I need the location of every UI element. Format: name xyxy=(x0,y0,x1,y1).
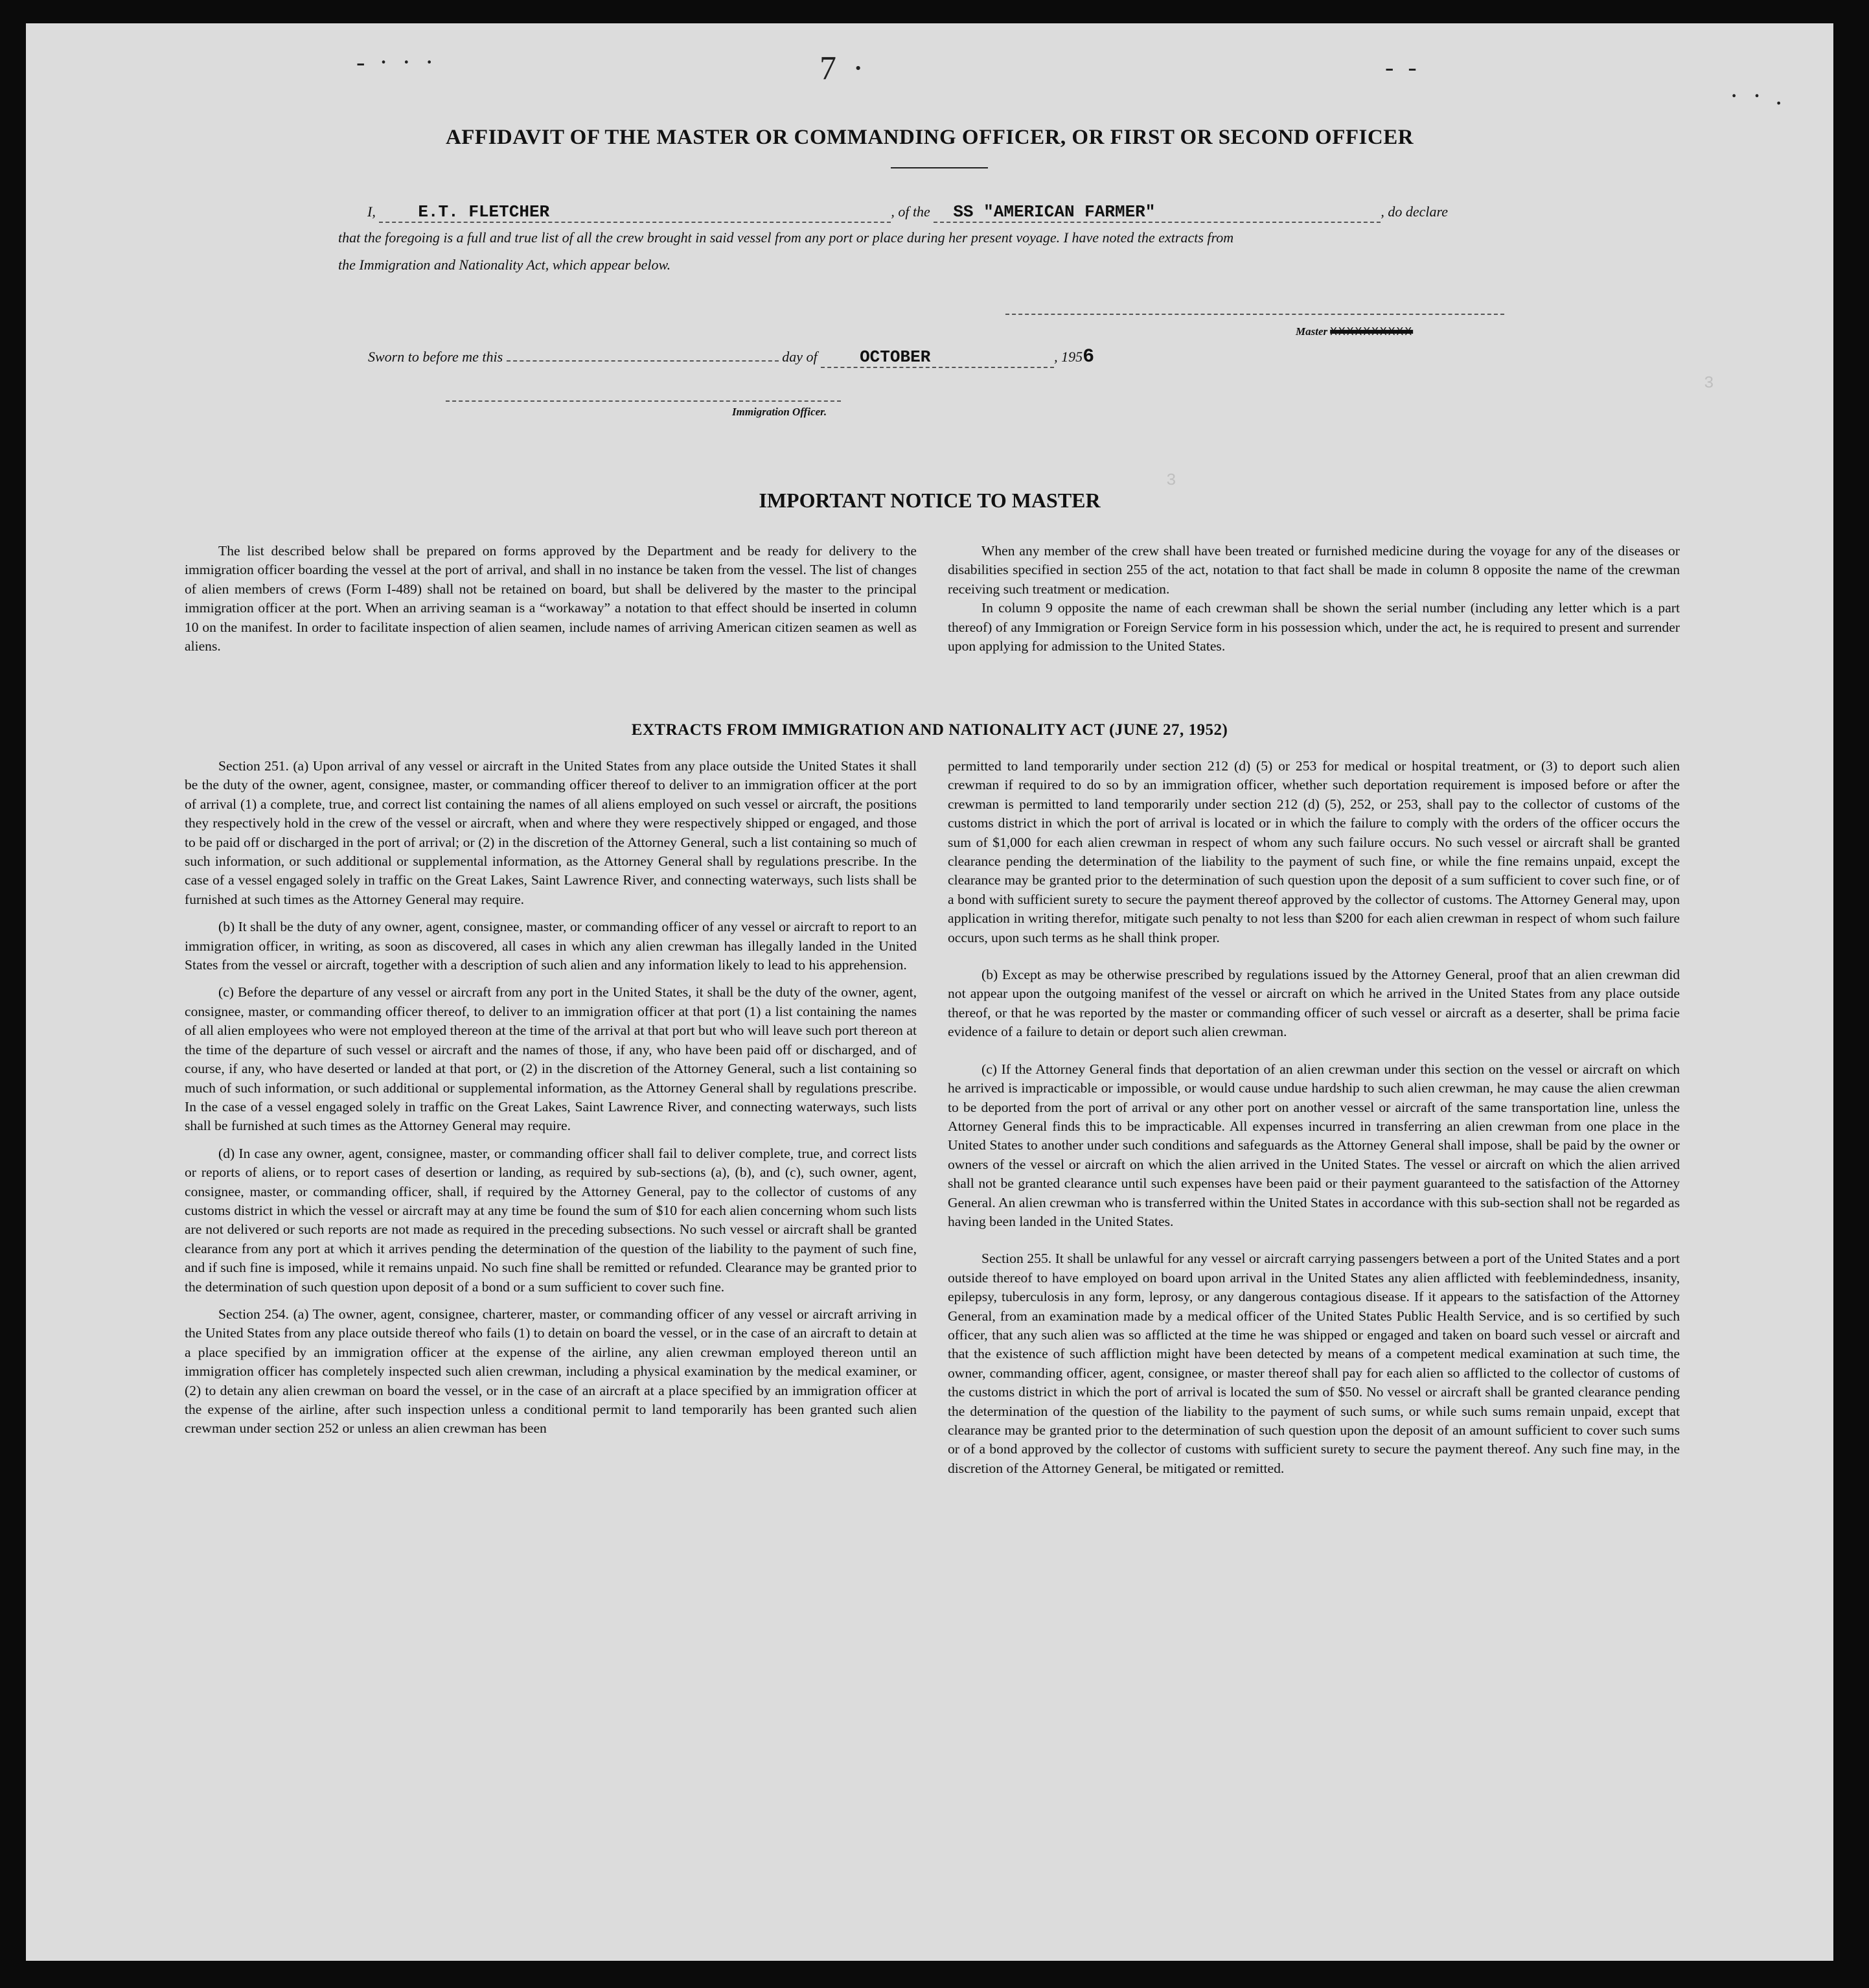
notice-paragraph: When any member of the crew shall have been treated or furnished medicine during the voyage for any of the diseases or disabilities specified in section 255 of the act, notation to that fact shall be made in column 8 opposite the name of the crewman receiving such treatment or medication. xyxy=(948,543,1680,597)
corner-mark-left: - · · · xyxy=(356,47,438,76)
of-the-label: , of the xyxy=(891,203,930,220)
document-sheet xyxy=(26,23,1833,1961)
sworn-month-field xyxy=(821,347,1054,368)
title-rule xyxy=(891,167,988,168)
notice-right-column xyxy=(948,542,1680,656)
day-of-label: day of xyxy=(782,349,818,365)
signature-role xyxy=(1296,325,1413,339)
section-paragraph: Section 255. It shall be unlawful for any vessel or aircraft carrying passengers between a port of the United States and a port outside thereof to have employed on board upon arrival in the United States any alien afflicted with feeblemindedness, insanity, epilepsy, tuberculosis in any form, leprosy, or any dangerous contagious disease. If it appears to the satisfaction of the Attorney General, from an examination made by a medical officer of the United States Public Health Service, and is so certified by such officer, that any such alien was so afflicted at the time he was shipped or engaged and taken on board such vessel or aircraft and that the existence of such affliction might have been detected by means of a competent medical examination at such time, the owner, commanding officer, agent, consignee, or master thereof shall pay for each alien so afflicted to the collector of customs of the customs district in which the port of arrival is located the sum of $50. No vessel or aircraft shall be granted clearance pending the determination of the question of the liability to the payment of such sums, or while such sums remain unpaid, except that clearance may be granted prior to the determination of such question upon the deposit of an amount sufficient to cover such sums or of a bond approved by the collector of customs with sufficient surety to secure the payment thereof. Any such fine may, in the discretion of the Attorney General, be mitigated or remitted. xyxy=(948,1251,1680,1476)
handwritten-mark: 7 · xyxy=(820,50,868,87)
declaration-text-2: the Immigration and Nationality Act, which appear below. xyxy=(338,257,671,273)
corner-mark-right: - - xyxy=(1385,52,1421,82)
corner-mark-edge: · · . xyxy=(1730,81,1786,110)
notice-paragraph: The list described below shall be prepared on forms approved by the Department and be ready for delivery to the immigration officer boarding the vessel at the port of arrival, and shall in no instance be taken from the vessel. The list of changes of alien members of crews (Form I-489) shall not be retained on board, but shall be delivered by the master to the principal immigration officer at the port. When an arriving seaman is a “workaway” a notation to that effect should be inserted in column 10 on the manifest. In order to facilitate inspection of alien seamen, include names of arriving American citizen seamen as well as aliens. xyxy=(185,543,917,654)
declaration-text-1: that the foregoing is a full and true list of all the crew brought in said vessel from any port or place during her present voyage. I have noted the extracts from xyxy=(338,229,1234,246)
extracts-right-column xyxy=(948,757,1680,1478)
sworn-day-field xyxy=(507,360,779,362)
vessel-field xyxy=(934,202,1381,223)
master-name: E.T. FLETCHER xyxy=(418,202,550,222)
section-paragraph: (c) Before the departure of any vessel or aircraft from any port in the United States, it shall be the duty of the owner, agent, consignee, master, or commanding officer thereof, to deliver to an immigration officer at that port (1) a list containing the names of all alien employees who were not employed thereon at the time of the arrival at that port but who will leave such port thereon at the time of the departure of such vessel or aircraft and the names of those, if any, who have been paid off or discharged, and of course, if any, who have deserted or landed at that port, or (2) in the discretion of the Attorney General, such a list containing so much of such information, or such additional or supplemental information, as the Attorney General shall by regulations prescribe. In the case of a vessel engaged solely in traffic on the Great Lakes, Saint Lawrence River, and connecting waterways, such lists shall be furnished at such times as the Attorney General may require. xyxy=(185,984,917,1134)
notice-title: IMPORTANT NOTICE TO MASTER xyxy=(759,489,1101,512)
section-paragraph: Section 251. (a) Upon arrival of any vessel or aircraft in the United States from any place outside the United States it shall be the duty of the owner, agent, consignee, master, or commanding officer thereof to deliver to an immigration officer at the port of arrival (1) a complete, true, and correct list containing the names of all aliens employed on such vessel or aircraft, the positions they respectively hold in the crew of the vessel or aircraft, when and where they were respectively shipped or engaged, and those to be paid off or discharged in the port of arrival; or (2) in the discretion of the Attorney General, such a list containing so much of such information, or such additional or supplemental information, as the Attorney General shall by regulations prescribe. In the case of a vessel engaged solely in traffic on the Great Lakes, Saint Lawrence River, and connecting waterways, such lists shall be furnished at such times as the Attorney General may require. xyxy=(185,758,917,907)
signature-line xyxy=(1005,314,1504,315)
declaration-line xyxy=(367,202,1448,223)
struck-out-text: XXXXXXXXXX xyxy=(1330,326,1414,339)
extracts-left-column xyxy=(185,757,917,1439)
immigration-officer-label: Immigration Officer. xyxy=(732,406,827,418)
bleed-through-mark: 3 xyxy=(1704,373,1714,393)
extracts-title: EXTRACTS FROM IMMIGRATION AND NATIONALITY ACT (JUNE 27, 1952) xyxy=(631,721,1228,739)
sworn-line xyxy=(368,346,1094,368)
year-prefix: , 195 xyxy=(1054,349,1083,365)
bleed-through-mark: 3 xyxy=(1166,470,1176,490)
section-paragraph: (d) In case any owner, agent, consignee, master, or commanding officer shall fail to deliver complete, true, and correct lists or reports of aliens, or to report cases of desertion or landing, as required by sub-sections (a), (b), and (c), such owner, agent, consignee, master, or commanding officer, shall, if required by the Attorney General, pay to the collector of customs of any customs district in which the vessel or aircraft may at any time be found the sum of $10 for each alien concerning whom such lists are not delivered or such reports are not made as required in the preceding subsections. No such vessel or aircraft shall be granted clearance from any port at which it arrives pending the determination of the question of the liability to the payment of such fine, and if such fine is imposed, while it remains unpaid. No such fine shall be remitted or refunded. Clearance may be granted prior to the determination of such question upon deposit of a bond or a sum sufficient to cover such fine. xyxy=(185,1145,917,1295)
sworn-month: OCTOBER xyxy=(860,347,931,367)
section-paragraph: (b) Except as may be otherwise prescribed by regulations issued by the Attorney General, proof that an alien crewman did not appear upon the outgoing manifest of the vessel or aircraft on which he arrived in the United States from any place outside thereof, or that he was reported by the master or commanding officer of such vessel or aircraft as a deserter, shall be prima facie evidence of a failure to detain or deport such alien crewman. xyxy=(948,967,1680,1040)
notice-paragraph: In column 9 opposite the name of each crewman shall be shown the serial number (including any letter which is a part thereof) of any Immigration or Foreign Service form in his possession which, under the act, he is required to present and surrender upon applying for admission to the United States. xyxy=(948,600,1680,654)
vessel-name: SS "AMERICAN FARMER" xyxy=(953,202,1156,222)
do-declare-label: , do declare xyxy=(1381,203,1448,220)
section-paragraph: (b) It shall be the duty of any owner, agent, consignee, master, or commanding officer of any vessel or aircraft to report to an immigration officer, in writing, as soon as discovered, all cases in which any alien crewman has illegally landed in the United States from the vessel or aircraft, together with a description of such alien and any information likely to lead to his apprehension. xyxy=(185,919,917,973)
master-label: Master xyxy=(1296,325,1328,338)
section-paragraph: permitted to land temporarily under section 212 (d) (5) or 253 for medical or hospital treatment, or (3) to deport such alien crewman if required to do so by an immigration officer, whether such deportation requirement is imposed before or after the crewman is permitted to land temporarily under section 212 (d) (5), 252, or 253, shall pay to the collector of customs of the customs district in which the port of arrival is located or in which the failure to comply with the orders of the officer occurs the sum of $1,000 for each alien crewman in respect of whom any such failure occurs. No such vessel or aircraft shall be granted clearance pending the determination of the liability to the payment of such fine, or while the fine remains unpaid, except the clearance may be granted prior to the determination of such question upon the deposit of a sum sufficient to cover such fine, or of a bond with sufficient surety to secure the payment thereof approved by the collector of customs. The Attorney General may, upon application in writing therefor, mitigate such penalty to not less than $200 for each alien crewman in respect of whom such failure occurs, upon such terms as he shall think proper. xyxy=(948,758,1680,945)
year-digit: 6 xyxy=(1083,346,1095,368)
officer-signature-line xyxy=(446,400,841,402)
affidavit-title: AFFIDAVIT OF THE MASTER OR COMMANDING OFFICER, OR FIRST OR SECOND OFFICER xyxy=(445,126,1414,149)
declaration-prefix: I, xyxy=(367,203,376,220)
section-paragraph: Section 254. (a) The owner, agent, consignee, charterer, master, or commanding officer of any vessel or aircraft arriving in the United States from any place outside thereof who fails (1) to detain on board the vessel, or in the case of an aircraft to detain at a place specified by an immigration officer at the expense of the airline, any alien crewman employed thereon until an immigration officer has completely inspected such alien crewman, including a physical examination by the medical examiner, or (2) to detain any alien crewman on board the vessel, or in the case of an aircraft at a place specified by an immigration officer at the expense of the airline, after such inspection unless a conditional permit to land temporarily has been granted such alien crewman under section 252 or unless an alien crewman has been xyxy=(185,1306,917,1437)
notice-left-column xyxy=(185,542,917,656)
name-field xyxy=(379,202,891,223)
section-paragraph: (c) If the Attorney General finds that deportation of an alien crewman under this section on the vessel or aircraft on which he arrived is impracticable or impossible, or would cause undue hardship to such alien crewman, he may cause the alien crewman to be deported from the port of arrival or any other port on another vessel or aircraft of the same transportation line, unless the Attorney General finds this to be impracticable. All expenses incurred in transferring an alien crewman from one place in the United States to another under such conditions and safeguards as the Attorney General shall impose, shall be paid by the owner or owners of the vessel or aircraft on which the alien arrived in the United States. The vessel or aircraft on which the alien arrived shall not be granted clearance until such expenses have been paid or their payment guaranteed to the satisfaction of the Attorney General. An alien crewman who is transferred within the United States in accordance with this sub-section shall not be regarded as having been landed in the United States. xyxy=(948,1061,1680,1229)
sworn-prefix: Sworn to before me this xyxy=(368,349,503,365)
